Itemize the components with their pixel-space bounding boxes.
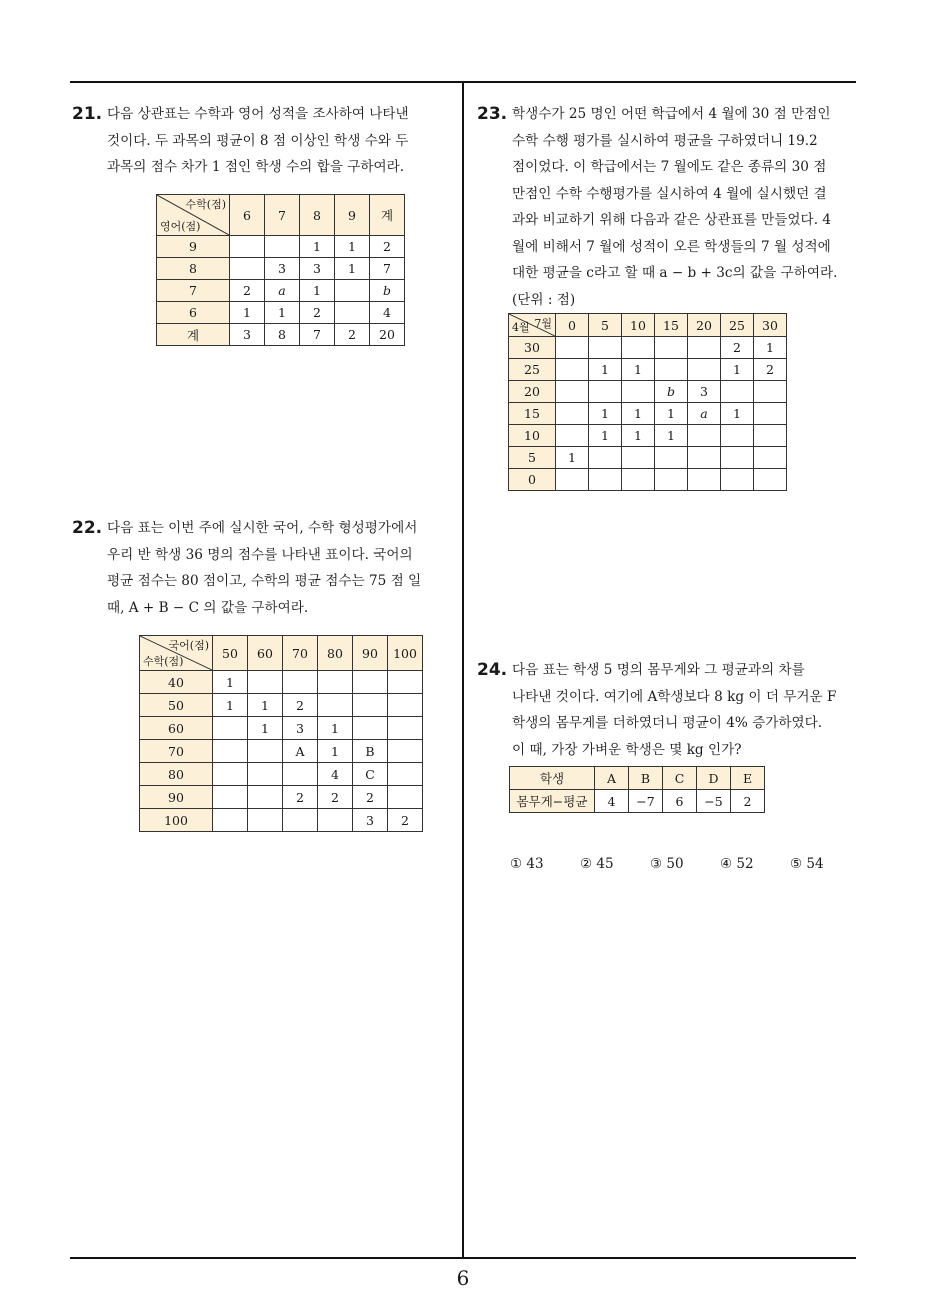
row-header: 7 [157,280,230,302]
table-cell [589,469,622,491]
correlation-table-23 [508,313,787,491]
table-cell: a [688,403,721,425]
table-cell [622,381,655,403]
table-cell: 4 [370,302,405,324]
table-row [140,694,423,717]
table-cell: 1 [754,337,787,359]
column-axis-label: 국어(점) [168,639,209,652]
table-cell [556,359,589,381]
table-row [140,671,423,694]
column-axis-label: 수학(점) [185,198,226,211]
table-cell [655,337,688,359]
choice-5[interactable]: ⑤ 54 [790,856,824,872]
table-row [140,786,423,809]
column-header: 25 [721,314,754,337]
table-cell [655,359,688,381]
corner-header-cell [509,314,556,337]
table-cell: 2 [754,359,787,381]
table-cell [230,236,265,258]
weight-table-24 [509,766,765,813]
column-header: 8 [300,195,335,236]
header-cell: D [697,767,731,790]
row-header: 9 [157,236,230,258]
table-cell: 1 [248,717,283,740]
table-cell [335,302,370,324]
table-row [509,469,787,491]
column-axis-label: 7월 [534,317,552,330]
bottom-rule [70,1257,856,1259]
table-cell: 4 [595,790,629,813]
table-cell: 1 [589,403,622,425]
table-cell: 6 [663,790,697,813]
table-cell [213,809,248,832]
table-row [157,302,405,324]
column-header: 6 [230,195,265,236]
header-cell: C [663,767,697,790]
header-cell: A [595,767,629,790]
table-cell [688,359,721,381]
table-cell: 2 [370,236,405,258]
table-cell [213,786,248,809]
table-cell: 2 [388,809,423,832]
corner-header-cell [140,636,213,671]
table-cell: 1 [248,694,283,717]
table-row [157,280,405,302]
problem-number: 24. [477,660,508,680]
table-cell: b [370,280,405,302]
table-cell: 1 [655,403,688,425]
table-cell: 1 [230,302,265,324]
table-cell [754,425,787,447]
row-header: 80 [140,763,213,786]
table-cell [283,809,318,832]
table-cell [388,717,423,740]
column-header: 50 [213,636,248,671]
table-cell [688,469,721,491]
table-cell: B [353,740,388,763]
problem-text: 다음 표는 이번 주에 실시한 국어, 수학 형성평가에서 우리 반 학생 36 명의 점수를 나타낸 표이다. 국어의 평균 점수는 80 점이고, 수학의 평균 점수는 75 점 일 때, A + B − C 의 값을 구하여라. [107,520,422,616]
table-cell: C [353,763,388,786]
row-header: 70 [140,740,213,763]
column-header: 10 [622,314,655,337]
table-cell [556,381,589,403]
table-cell: 1 [622,403,655,425]
row-header: 5 [509,447,556,469]
table-cell: −7 [629,790,663,813]
table-cell: 1 [300,280,335,302]
table-cell: 8 [265,324,300,346]
table-cell [213,763,248,786]
table-cell: 2 [283,786,318,809]
table-cell [388,763,423,786]
score-table-22 [139,635,423,832]
table-cell: 1 [655,425,688,447]
choice-3[interactable]: ③ 50 [650,856,684,872]
column-header: 9 [335,195,370,236]
problem-text: 학생수가 25 명인 어떤 학급에서 4 월에 30 점 만점인 수학 수행 평가를 실시하여 평균을 구하였더니 19.2 점이었다. 이 학급에서는 7 월에도 같은 종류의 30 점 만점인 수학 수행평가를 실시하여 4 월에 실시했던 결 과와 비교하기 위해 다음과 같은 상관표를 만들었다. 4 월에 비해서 7 월에 성적이 오른 학생들의 7 월 성적에 대한 평균을 c라고 할 때 a − b + 3c의 값을 구하여라. (단위 : 점) [512,106,838,308]
table-cell: 1 [622,359,655,381]
table-cell: 1 [556,447,589,469]
row-axis-label: 4월 [512,321,530,334]
table-cell: 1 [335,236,370,258]
answer-choices [510,856,860,872]
table-cell: −5 [697,790,731,813]
table-row [157,324,405,346]
table-cell [248,763,283,786]
table-row [509,447,787,469]
table-cell [388,694,423,717]
problem-22 [72,515,462,621]
table-cell [688,425,721,447]
table-cell [589,381,622,403]
table-cell: 1 [213,694,248,717]
table-cell [556,403,589,425]
table-cell: 1 [318,717,353,740]
table-cell [283,763,318,786]
table-cell: A [283,740,318,763]
table-cell: 2 [353,786,388,809]
row-header: 8 [157,258,230,280]
table-row [140,740,423,763]
table-cell [248,740,283,763]
table-cell [248,786,283,809]
choice-1[interactable]: ① 43 [510,856,544,872]
row-axis-label: 영어(점) [160,220,201,233]
table-cell [388,740,423,763]
table-row [509,359,787,381]
table-cell [213,740,248,763]
table-cell [754,447,787,469]
table-cell [754,469,787,491]
row-header: 25 [509,359,556,381]
table-cell [721,447,754,469]
table-row [509,425,787,447]
table-cell [688,447,721,469]
row-header: 10 [509,425,556,447]
column-header: 계 [370,195,405,236]
table-cell: 2 [335,324,370,346]
page-number: 6 [456,1266,470,1290]
header-cell: B [629,767,663,790]
problem-text: 다음 상관표는 수학과 영어 성적을 조사하여 나타낸 것이다. 두 과목의 평균이 8 점 이상인 학생 수와 두 과목의 점수 차가 1 점인 학생 수의 합을 구하여라. [107,106,409,175]
column-header: 15 [655,314,688,337]
table-row [157,236,405,258]
column-header: 90 [353,636,388,671]
table-cell: 3 [283,717,318,740]
row-header: 40 [140,671,213,694]
table-cell: 1 [265,302,300,324]
problem-21 [72,101,462,181]
table-cell: 1 [335,258,370,280]
choice-4[interactable]: ④ 52 [720,856,754,872]
table-row [140,763,423,786]
table-cell: 2 [300,302,335,324]
table-cell: 2 [318,786,353,809]
row-header: 6 [157,302,230,324]
table-cell: 4 [318,763,353,786]
row-header: 15 [509,403,556,425]
table-cell [655,447,688,469]
table-cell: 3 [265,258,300,280]
table-cell [353,671,388,694]
table-cell [754,403,787,425]
problem-number: 23. [477,104,508,124]
row-header: 100 [140,809,213,832]
table-cell [283,671,318,694]
table-cell [388,671,423,694]
row-header: 20 [509,381,556,403]
table-row [140,717,423,740]
column-header: 20 [688,314,721,337]
table-cell: 2 [721,337,754,359]
table-cell [556,337,589,359]
table-cell: a [265,280,300,302]
table-cell: 3 [300,258,335,280]
table-cell [589,337,622,359]
problem-number: 21. [72,104,103,124]
column-header: 70 [283,636,318,671]
table-cell: 1 [318,740,353,763]
table-cell: 3 [353,809,388,832]
table-cell [388,786,423,809]
table-cell: 1 [589,359,622,381]
table-cell [213,717,248,740]
table-cell [688,337,721,359]
table-cell: 1 [622,425,655,447]
table-cell: 1 [589,425,622,447]
column-header: 100 [388,636,423,671]
table-row [509,403,787,425]
column-header: 60 [248,636,283,671]
column-header: 0 [556,314,589,337]
table-cell: 2 [731,790,765,813]
table-cell [721,425,754,447]
problem-number: 22. [72,518,103,538]
problem-23 [477,101,862,313]
table-cell [754,381,787,403]
table-cell: b [655,381,688,403]
column-divider [462,82,464,1258]
header-cell: 학생 [510,767,595,790]
table-cell [248,809,283,832]
table-cell: 3 [688,381,721,403]
table-cell: 7 [300,324,335,346]
table-cell [318,694,353,717]
row-header: 60 [140,717,213,740]
table-cell: 1 [721,359,754,381]
table-cell [556,425,589,447]
correlation-table-21 [156,194,405,346]
row-header: 0 [509,469,556,491]
table-cell [622,447,655,469]
problem-text: 다음 표는 학생 5 명의 몸무게와 그 평균과의 차를 나타낸 것이다. 여기에 A학생보다 8 kg 이 더 무거운 F 학생의 몸무게를 더하였더니 평균이 4% 증가하였다. 이 때, 가장 가벼운 학생은 몇 kg 인가? [512,662,837,758]
corner-header-cell [157,195,230,236]
table-cell: 20 [370,324,405,346]
table-cell: 2 [230,280,265,302]
table-cell [353,717,388,740]
column-header: 5 [589,314,622,337]
table-cell [335,280,370,302]
table-cell [556,469,589,491]
choice-2[interactable]: ② 45 [580,856,614,872]
table-cell: 1 [213,671,248,694]
table-cell: 3 [230,324,265,346]
table-cell [265,236,300,258]
table-cell [721,381,754,403]
table-cell [721,469,754,491]
table-cell: 2 [283,694,318,717]
table-cell: 1 [721,403,754,425]
table-cell [655,469,688,491]
header-cell: E [731,767,765,790]
problem-24 [477,657,862,763]
table-row [157,258,405,280]
row-header: 계 [157,324,230,346]
column-header: 30 [754,314,787,337]
table-cell [248,671,283,694]
column-header: 7 [265,195,300,236]
table-cell [622,337,655,359]
table-cell [622,469,655,491]
row-header: 30 [509,337,556,359]
row-header: 몸무게−평균 [510,790,595,813]
table-cell: 1 [300,236,335,258]
table-row [140,809,423,832]
table-cell [353,694,388,717]
table-cell [318,809,353,832]
row-header: 90 [140,786,213,809]
table-cell: 7 [370,258,405,280]
table-cell [589,447,622,469]
table-cell [230,258,265,280]
table-row [509,337,787,359]
table-cell [318,671,353,694]
table-row [509,381,787,403]
column-header: 80 [318,636,353,671]
row-axis-label: 수학(점) [143,655,184,668]
row-header: 50 [140,694,213,717]
